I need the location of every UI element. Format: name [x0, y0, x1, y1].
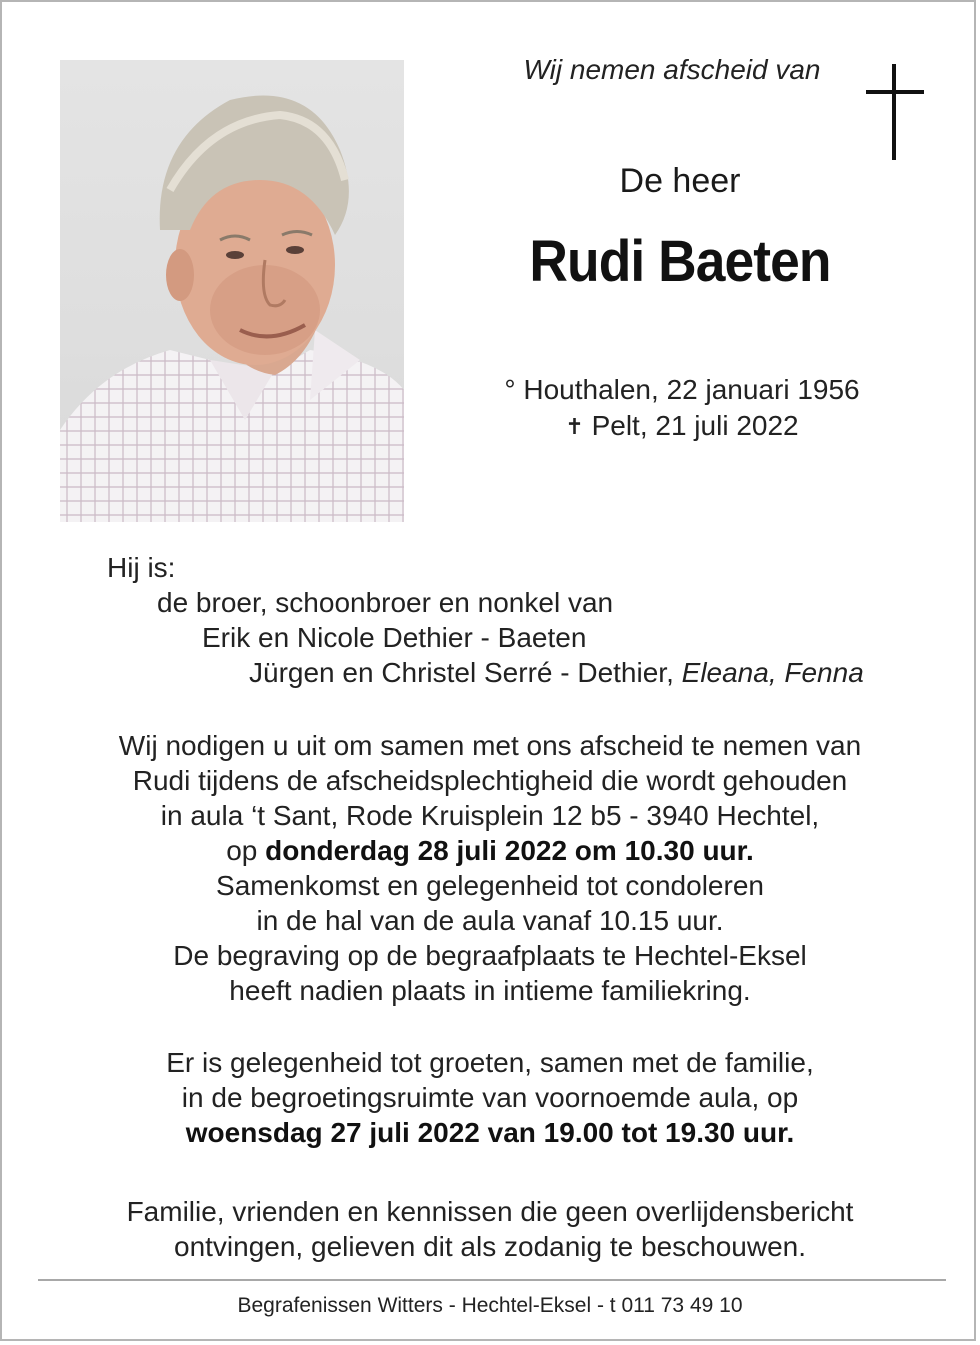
family-section: [2, 550, 978, 690]
ceremony-line: Samenkomst en gelegenheid tot condoleren: [216, 870, 764, 901]
ceremony-line: heeft nadien plaats in intieme familiekring.: [229, 975, 751, 1006]
ceremony-datetime-prefix: op: [226, 835, 258, 866]
notice-line: Familie, vrienden en kennissen die geen overlijdensbericht: [126, 1196, 854, 1227]
ceremony-line: in de hal van de aula vanaf 10.15 uur.: [256, 905, 724, 936]
family-member-children: Eleana, Fenna: [681, 657, 864, 688]
family-relation: de broer, schoonbroer en nonkel van: [157, 587, 614, 618]
family-heading: Hij is:: [107, 552, 176, 583]
greeting-datetime: [2, 1115, 978, 1150]
deceased-name: Rudi Baeten: [529, 229, 831, 294]
ceremony-line: Rudi tijdens de afscheidsplechtigheid die wordt gehouden: [132, 765, 848, 796]
funeral-home-footer: Begrafenissen Witters - Hechtel-Eksel - t 011 73 49 10: [237, 1294, 743, 1317]
portrait-illustration: [60, 60, 404, 522]
honorific: De heer: [619, 162, 741, 200]
family-member-line: Erik en Nicole Dethier - Baeten: [202, 622, 587, 653]
greeting-datetime-value: woensdag 27 juli 2022 van 19.00 tot 19.30 uur.: [185, 1117, 795, 1148]
ceremony-section: [2, 728, 978, 1008]
notice-section: [2, 1194, 978, 1264]
family-member-names: Jürgen en Christel Serré - Dethier,: [249, 657, 674, 688]
birth-line: ° Houthalen, 22 januari 1956: [504, 374, 860, 405]
ceremony-datetime-value: donderdag 28 juli 2022 om 10.30 uur.: [265, 835, 754, 866]
footer-divider: [38, 1279, 946, 1281]
cross-icon: [866, 64, 924, 162]
ceremony-line: De begraving op de begraafplaats te Hechtel-Eksel: [173, 940, 807, 971]
life-dates: [452, 372, 912, 445]
ceremony-datetime: [2, 833, 978, 868]
notice-line: ontvingen, gelieven dit als zodanig te beschouwen.: [174, 1231, 806, 1262]
death-line: [452, 408, 912, 445]
greeting-section: [2, 1045, 978, 1150]
ceremony-line: Wij nodigen u uit om samen met ons afscheid te nemen van: [118, 730, 862, 761]
intro-text: Wij nemen afscheid van: [523, 54, 821, 85]
greeting-line: in de begroetingsruimte van voornoemde aula, op: [181, 1082, 799, 1113]
family-member-line: [2, 655, 978, 690]
portrait-photo: [60, 60, 404, 522]
ceremony-line: in aula ‘t Sant, Rode Kruisplein 12 b5 - 3940 Hechtel,: [160, 800, 820, 831]
death-cross-icon: ✝: [565, 414, 584, 439]
greeting-line: Er is gelegenheid tot groeten, samen met de familie,: [166, 1047, 814, 1078]
death-text: Pelt, 21 juli 2022: [591, 410, 799, 441]
